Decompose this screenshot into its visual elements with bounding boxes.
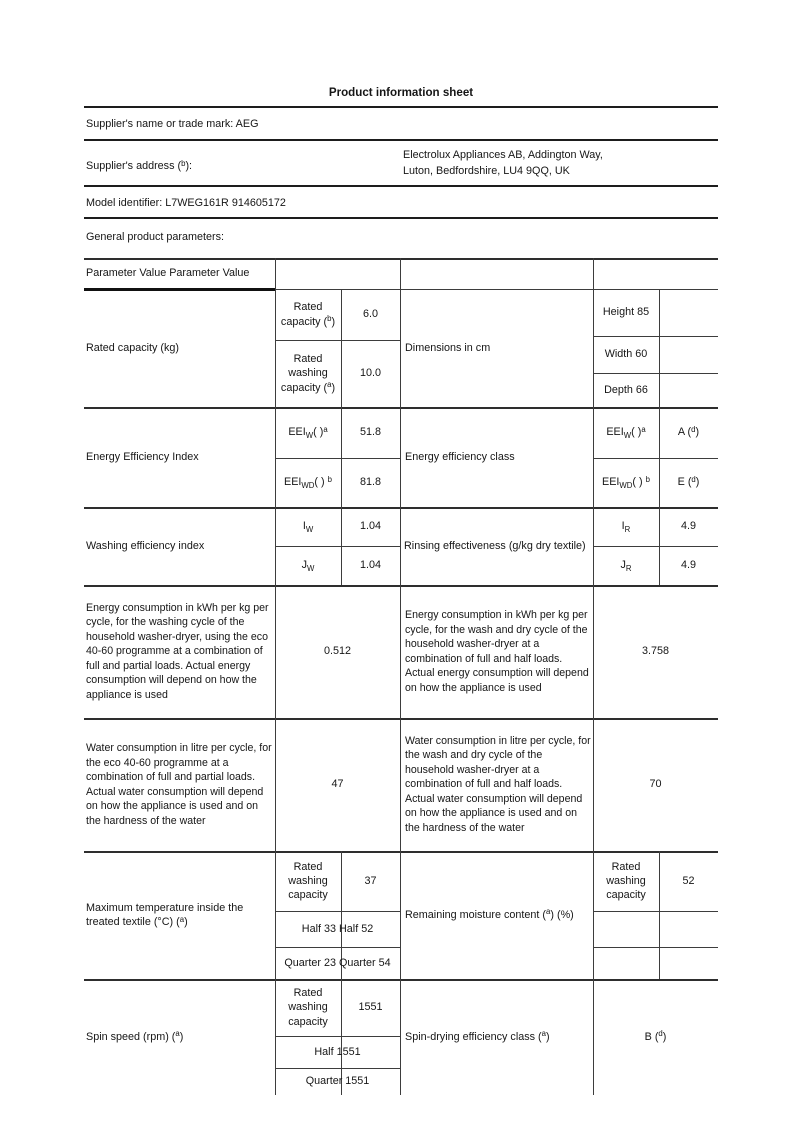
footnote-sup: b [327,474,332,484]
water-consumption-wash-value: 47 [331,778,344,791]
footnote-sup: b [327,314,332,323]
symbol-base: I [302,520,306,533]
footnote-sup: d [691,424,696,434]
symbol-text: ( ) [314,476,328,489]
label-text: ) (%) [550,908,574,921]
spin-rated-value: 1551 [358,1001,383,1014]
value-text: A ( [677,426,692,439]
label-text: Spin-drying efficiency class ( [405,1030,542,1043]
spin-speed-label [86,979,272,1095]
spin-half-value: Half 1551 [314,1045,361,1058]
jw-value: 1.04 [359,559,381,572]
rated-capacity-value: 6.0 [362,308,378,321]
ir-value: 4.9 [680,520,696,533]
rated-washing-capacity-value: 10.0 [359,367,381,380]
symbol-base: J [620,559,626,572]
energy-class-label: Energy efficiency class [405,450,515,463]
water-consumption-wash-text: Water consumption in litre per cycle, for the eco 40-60 programme at a combination of full and partial loads. Actual water consumption will depend on how the appliance is used and on the hardness of the water [86,742,272,827]
maxtemp-rated-value: 37 [364,874,377,887]
moisture-rated-value: 52 [682,874,695,887]
remaining-moisture-label [405,851,591,979]
footnote-sup: a [641,424,646,434]
label-text: Rated washing capacity ( [280,353,328,394]
eei-w-value: 51.8 [359,426,381,439]
table-header-cell [86,258,272,289]
footnote-sup: b [181,158,186,168]
rated-washing-capacity-label [276,340,340,407]
table-line [400,258,401,1095]
footnote-sup: a [179,914,185,924]
model-identifier-line: Model identifier: L7WEG161R 914605172 [86,197,286,209]
symbol-base: EEI [606,426,624,439]
footnote-sup: a [546,907,551,917]
dimension-height: Height 85 [602,306,650,319]
footnote-sup: d [658,1029,663,1039]
footnote-sup: d [691,474,696,484]
footnote-sup: a [323,424,328,434]
supplier-address-label [86,160,192,172]
eei-label: Energy Efficiency Index [86,450,199,463]
rinsing-label: Rinsing effectiveness (g/kg dry textile) [404,539,586,552]
energy-consumption-washdry-value: 3.758 [641,645,670,658]
value-text: E ( [677,476,692,489]
max-temperature-label [86,851,272,979]
energy-class-w-value [660,407,717,458]
jw-symbol [276,546,340,585]
symbol-base: EEI [602,476,620,489]
value-text: ) [662,1030,667,1043]
eei-w-symbol [594,407,658,458]
iw-value: 1.04 [359,520,381,533]
symbol-sub: R [624,525,631,535]
table-line [593,911,718,912]
footnote-sup: a [175,1029,180,1039]
label-text: ) [184,916,188,928]
jr-value: 4.9 [680,559,696,572]
footnote-sup: b [645,474,650,484]
rated-capacity-sub-label [276,289,340,340]
supplier-address-label-text: ): [185,160,193,172]
spin-quarter-value: Quarter 1551 [305,1075,370,1088]
symbol-sub: WD [619,481,633,491]
maxtemp-half-value: Half 33 Half 52 [301,922,374,935]
value-text: ) [695,476,700,489]
symbol-text: ( ) [631,426,642,439]
symbol-text: ( ) [313,426,324,439]
label-text: ) [331,381,336,394]
table-header-text: Parameter Value Parameter Value [86,267,250,280]
label-text: Remaining moisture content ( [405,908,547,921]
value-text: ) [695,426,700,439]
divider-line [84,139,718,141]
symbol-base: EEI [284,476,302,489]
energy-consumption-wash-value: 0.512 [323,645,352,658]
symbol-sub: WD [301,481,315,491]
symbol-sub: W [305,525,314,535]
spin-rated-label: Rated washing capacity [288,987,328,1028]
jr-symbol [594,546,658,585]
washing-efficiency-label: Washing efficiency index [86,539,205,552]
supplier-address-line1: Electrolux Appliances AB, Addington Way, [403,149,603,161]
divider-line [84,185,718,187]
eei-wd-symbol [276,458,340,507]
energy-class-wd-value [660,458,717,507]
footnote-sup: a [541,1029,546,1039]
divider-line [84,106,718,108]
spin-drying-class-label [405,979,591,1095]
energy-consumption-washdry-text: Energy consumption in kWh per kg per cycle, for the wash and dry cycle of the household washer-dryer at a combination of full and half loads. Actual energy consumption will depend on how the appliance is used [405,609,589,694]
divider-line [84,217,718,219]
page-title: Product information sheet [328,86,474,99]
symbol-base: I [621,520,625,533]
supplier-address-line2: Luton, Bedfordshire, LU4 9QQ, UK [403,165,570,177]
footnote-sup: a [327,380,332,390]
label-text: Maximum temperature inside the treated textile (°C) ( [86,901,244,928]
label-text: ) [179,1030,184,1043]
symbol-sub: W [307,564,315,574]
table-line [593,947,718,948]
eei-wd-value: 81.8 [359,476,381,489]
maxtemp-rated-label: Rated washing capacity [288,860,328,902]
symbol-sub: R [625,564,632,574]
label-text: Spin speed (rpm) ( [86,1030,176,1043]
dimension-depth: Depth 66 [604,383,648,396]
value-text: B ( [644,1030,659,1043]
general-parameters-line: General product parameters: [86,231,225,243]
spin-drying-class-value [594,979,717,1095]
label-text: ) [331,315,336,328]
iw-symbol [276,507,340,546]
energy-consumption-wash-text: Energy consumption in kWh per kg per cycle, for the washing cycle of the household washer-dryer, using the eco 40-60 programme at a combination of full and partial loads. Actual energy consumption will depend on how the appliance is used [86,601,269,701]
label-text: Rated capacity ( [280,301,328,328]
water-consumption-washdry-text: Water consumption in litre per cycle, for the wash and dry cycle of the household washer-dryer at a combination of full and half loads. Actual water consumption will depend on how the appliance is used and on the hardness of the water [405,734,591,834]
symbol-sub: W [623,431,632,441]
supplier-name-line: Supplier's name or trade mark: AEG [86,118,259,130]
ir-symbol [594,507,658,546]
water-consumption-washdry-value: 70 [649,778,662,791]
eei-wd-symbol [594,458,658,507]
label-text: ) [545,1030,550,1043]
dimension-width: Width 60 [604,348,648,361]
maxtemp-quarter-value: Quarter 23 Quarter 54 [284,956,391,969]
rated-capacity-label: Rated capacity (kg) [86,341,180,354]
symbol-sub: W [305,431,314,441]
supplier-address-label-text: Supplier's address ( [86,160,182,172]
symbol-text: ( ) [632,476,646,489]
eei-w-symbol [276,407,340,458]
dimensions-label: Dimensions in cm [405,341,491,354]
moisture-rated-label: Rated washing capacity [606,860,646,902]
symbol-base: EEI [288,426,306,439]
symbol-base: J [301,559,308,572]
